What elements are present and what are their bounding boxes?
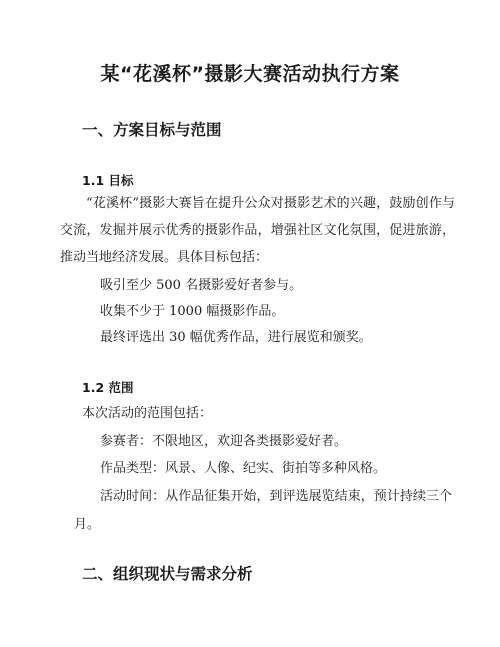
subsection-heading-scope: 1.2 范围	[82, 380, 134, 395]
section-heading-goals-scope: 一、方案目标与范围	[82, 121, 222, 139]
scope-item-time: 活动时间：从作品征集开始，到评选展览结束，预计持续三个月。	[74, 489, 452, 532]
scope-item-participants: 参赛者：不限地区，欢迎各类摄影爱好者。	[100, 434, 348, 449]
document-title: 某“花溪杯”摄影大赛活动执行方案	[100, 63, 400, 85]
subsection-heading-goals: 1.1 目标	[82, 173, 134, 188]
scope-item-work-types: 作品类型：风景、人像、纪实、街拍等多种风格。	[100, 461, 387, 476]
scope-intro: 本次活动的范围包括：	[82, 406, 213, 421]
goal-item-works: 收集不少于 1000 幅摄影作品。	[100, 304, 285, 319]
goals-intro-paragraph: “花溪杯”摄影大赛旨在提升公众对摄影艺术的兴趣，鼓励创作与交流，发掘并展示优秀的摄影作品，增强社区文化氛围，促进旅游，推动当地经济发展。具体目标包括：	[60, 196, 455, 265]
goal-item-awards: 最终评选出 30 幅优秀作品，进行展览和颁奖。	[100, 330, 372, 345]
goal-item-participants: 吸引至少 500 名摄影爱好者参与。	[100, 278, 303, 293]
section-heading-status-analysis: 二、组织现状与需求分析	[82, 565, 253, 583]
